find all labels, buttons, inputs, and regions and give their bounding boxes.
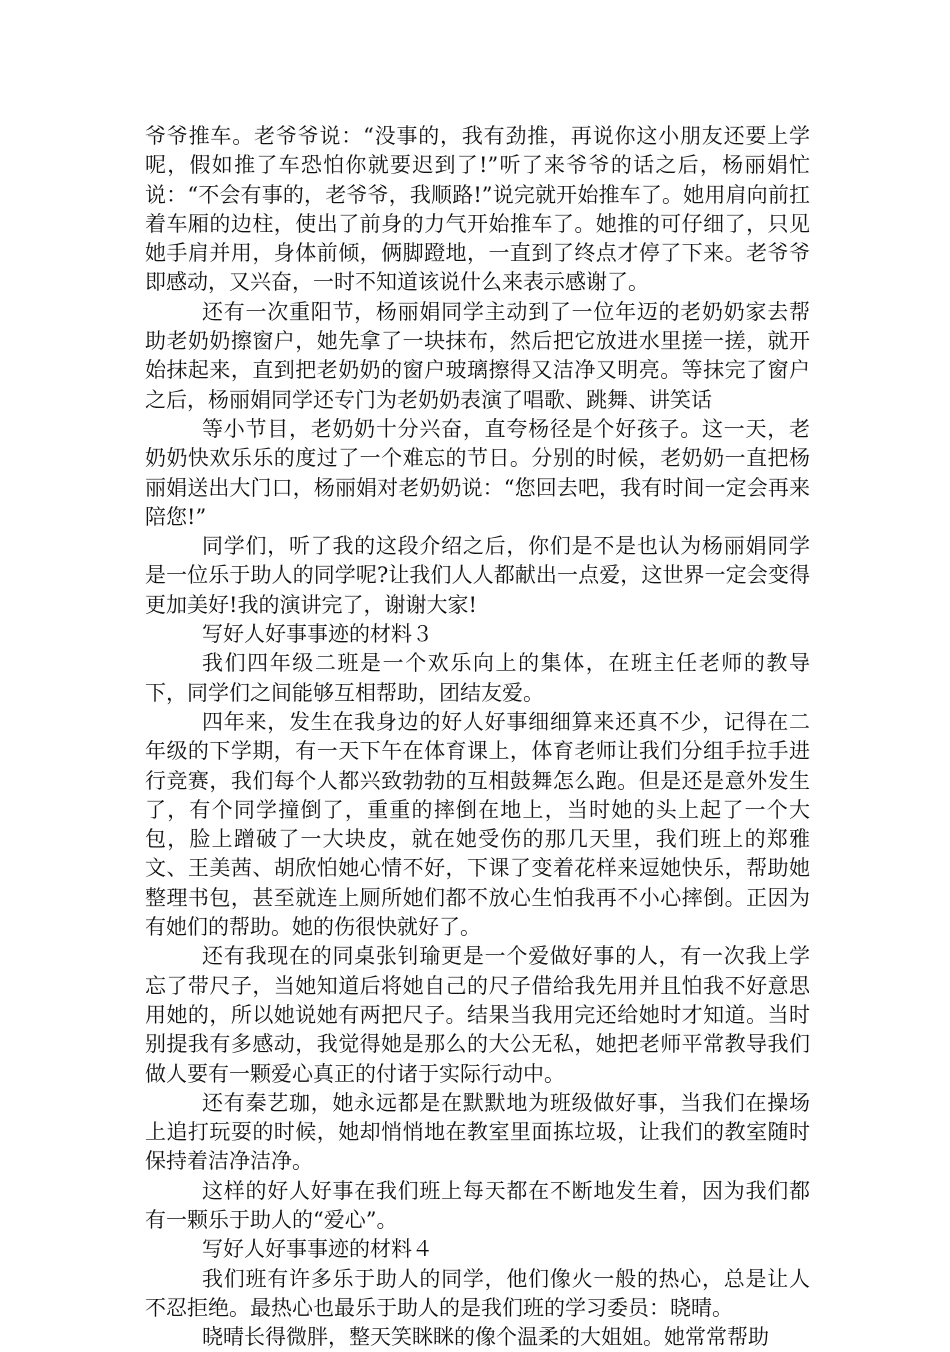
section-heading: 写好人好事事迹的材料３ bbox=[202, 622, 433, 647]
paragraph: 还有我现在的同桌张钊瑜更是一个爱做好事的人，有一次我上学忘了带尺子，当她知道后将她自己的尺子借给我先用并且怕我不好意思用她的，所以她说她有两把尺子。结果当我用完还给她时才知道。当时别提我有多感动，我觉得她是那么的大公无私，她把老师平常教导我们做人要有一颗爱心真正的付诸于实际行动中。 bbox=[145, 944, 810, 1086]
paragraph: 还有秦艺珈，她永远都是在默默地为班级做好事，当我们在操场上追打玩耍的时候，她却悄悄地在教室里面拣垃圾，让我们的教室随时保持着洁净洁净。 bbox=[145, 1090, 810, 1174]
paragraph: 还有一次重阳节，杨丽娟同学主动到了一位年迈的老奶奶家去帮助老奶奶擦窗户，她先拿了一块抹布，然后把它放进水里搓一搓，就开始抹起来，直到把老奶奶的窗户玻璃擦得又洁净又明亮。等抹完了窗户之后，杨丽娟同学还专门为老奶奶表演了唱歌、跳舞、讲笑话 bbox=[145, 299, 810, 412]
paragraph: 同学们，听了我的这段介绍之后，你们是不是也认为杨丽娟同学是一位乐于助人的同学呢?让我们人人都献出一点爱，这世界一定会变得更加美好!我的演讲完了，谢谢大家! bbox=[145, 534, 810, 617]
paragraph-continuation: 爷爷推车。老爷爷说：“没事的，我有劲推，再说你这小朋友还要上学呢，假如推了车恐怕你就要迟到了!”听了来爷爷的话之后，杨丽娟忙说：“不会有事的，老爷爷，我顺路!”说完就开始推车了。她用肩向前扛着车厢的边柱，使出了前身的力气开始推车了。她推的可仔细了，只见她手肩并用，身体前倾，俩脚蹬地，一直到了终点才停了下来。老爷爷即感动，又兴奋，一时不知道该说什么来表示感谢了。 bbox=[145, 124, 810, 295]
paragraph: 我们班有许多乐于助人的同学，他们像火一般的热心，总是让人不忍拒绝。最热心也最乐于助人的是我们班的学习委员：晓晴。 bbox=[145, 1266, 810, 1320]
paragraph: 等小节目，老奶奶十分兴奋，直夸杨径是个好孩子。这一天，老奶奶快欢乐乐的度过了一个难忘的节日。分别的时候，老奶奶一直把杨丽娟送出大门口，杨丽娟对老奶奶说：“您回去吧，我有时间一定会再来陪您!” bbox=[145, 416, 810, 529]
paragraph: 四年来，发生在我身边的好人好事细细算来还真不少，记得在二年级的下学期，有一天下午在体育课上，体育老师让我们分组手拉手进行竞赛，我们每个人都兴致勃勃的互相鼓舞怎么跑。但是还是意外发生了，有个同学撞倒了，重重的摔倒在地上，当时她的头上起了一个大包，脸上蹭破了一大块皮，就在她受伤的那几天里，我们班上的郑雅文、王美茜、胡欣怕她心情不好，下课了变着花样来逗她快乐，帮助她整理书包，甚至就连上厕所她们都不放心生怕我再不小心摔倒。正因为有她们的帮助。她的伤很快就好了。 bbox=[145, 709, 810, 940]
section-heading: 写好人好事事迹的材料４ bbox=[202, 1237, 433, 1262]
paragraph: 我们四年级二班是一个欢乐向上的集体，在班主任老师的教导下，同学们之间能够互相帮助，团结友爱。 bbox=[145, 651, 810, 705]
document-body bbox=[145, 122, 810, 1352]
paragraph: 晓晴长得微胖，整天笑眯眯的像个温柔的大姐姐。她常常帮助 bbox=[202, 1325, 769, 1350]
paragraph: 这样的好人好事在我们班上每天都在不断地发生着，因为我们都有一颗乐于助人的“爱心”。 bbox=[145, 1178, 810, 1232]
